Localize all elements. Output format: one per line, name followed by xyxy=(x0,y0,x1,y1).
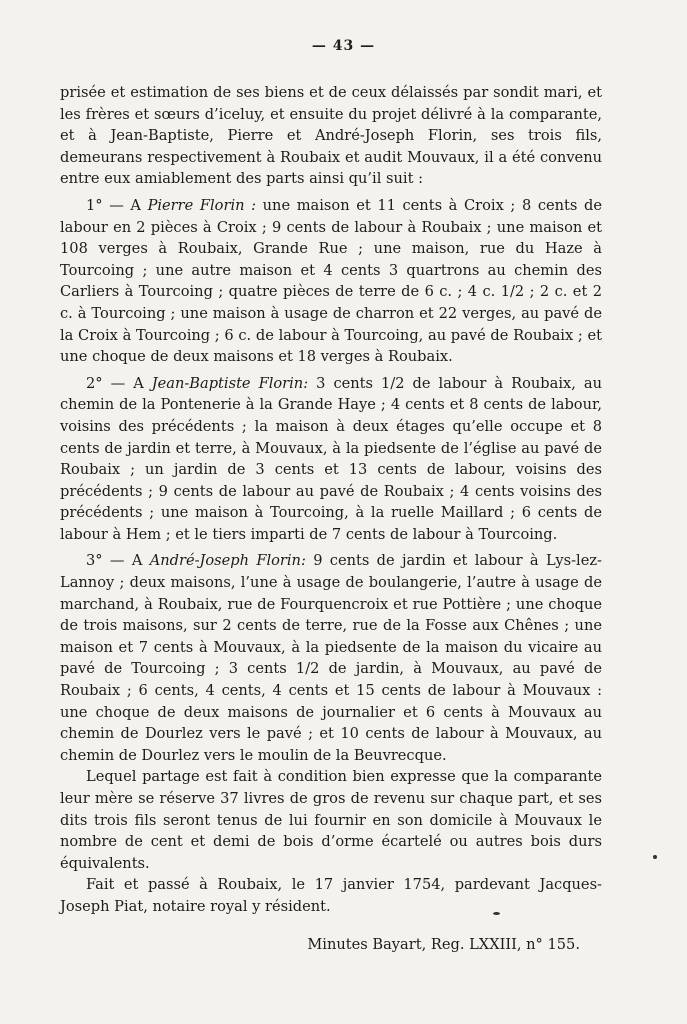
item-label: 1° — A xyxy=(86,196,148,214)
item-text: 9 cents de jardin et labour à Lys-lez-Lannoy ; deux maisons, l’une à usage de boulangerie, l’autre à usage de marchand, à Roubaix, rue de Fourquencroix et rue Pottière ; une choque de trois maisons, sur 2 cents de terre, rue de la Fosse aux Chênes ; une maison et 7 cents à Mouvaux, à la piedsente de la maison du vicaire au pavé de Tourcoing ; 3 cents 1/2 de jardin, à Mouvaux, au pavé de Roubaix ; 6 cents, 4 cents, 4 cents et 15 cents de labour à Mouvaux : une choque de deux maisons de journalier et 6 cents à Mouvaux au chemin de Dourlez vers le pavé ; et 10 cents de labour à Mouvaux, au chemin de Dourlez vers le moulin de la Beuvrecque. xyxy=(60,552,602,764)
document-body xyxy=(60,82,602,918)
partage-paragraph: Lequel partage est fait à condition bien expresse que la comparante leur mère se réserve 37 livres de gros de revenu sur chaque part, et ses dits trois fils seront tenus de lui fournir en son domicile à Mouvaux le nombre de cent et demi de bois d’orme écartelé ou autres bois durs équivalents. xyxy=(60,768,602,872)
intro-paragraph: prisée et estimation de ses biens et de ceux délaissés par sondit mari, et les frères et sœurs d’iceluy, et ensuite du projet délivré à la comparante, et à Jean-Baptiste, Pierre et André-Joseph Florin, ses trois fils, demeurans respectivement à Roubaix et audit Mouvaux, il a été convenu entre eux amiablement des parts ainsi qu’il suit : xyxy=(60,84,602,188)
source-citation: Minutes Bayart, Reg. LXXIII, n° 155. xyxy=(307,936,580,953)
item-paragraph-3 xyxy=(60,550,602,766)
item-text: une maison et 11 cents à Croix ; 8 cents de labour en 2 pièces à Croix ; 9 cents de labour à Roubaix ; une maison et 108 verges à Roubaix, Grande Rue ; une maison, rue du Haze à Tourcoing ; une autre maison et 4 cents 3 quartrons au chemin des Carliers à Tourcoing ; quatre pièces de terre de 6 c. ; 4 c. 1/2 ; 2 c. et 2 c. à Tourcoing ; une maison à usage de charron et 22 verges, au pavé de la Croix à Tourcoing ; 6 c. de labour à Tourcoing, au pavé de Roubaix ; et une choque de deux maisons et 18 verges à Roubaix. xyxy=(60,196,603,366)
ink-speck xyxy=(653,855,657,859)
item-text: 3 cents 1/2 de labour à Roubaix, au chemin de la Pontenerie à la Grande Haye ; 4 cents et 8 cents de labour, voisins des précédents ; la maison à deux étages qu’elle occupe et 8 cents de jardin et terre, à Mouvaux, à la piedsente de l’église au pavé de Roubaix ; un jardin de 3 cents et 13 cents de labour, voisins des précédents ; 9 cents de labour au pavé de Roubaix ; 4 cents voisins des précédents ; une maison à Tourcoing, à la ruelle Maillard ; 6 cents de labour à Hem ; et le tiers imparti de 7 cents de labour à Tourcoing. xyxy=(60,374,602,543)
fait-paragraph: Fait et passé à Roubaix, le 17 janvier 1754, pardevant Jacques-Joseph Piat, notaire royal y résident. xyxy=(60,876,602,915)
heir-name: Pierre Florin : xyxy=(147,196,257,214)
item-label: 3° — A xyxy=(86,552,150,570)
item-paragraph-2 xyxy=(60,373,602,546)
item-label: 2° — A xyxy=(86,374,152,392)
page-number: — 43 — xyxy=(311,38,376,54)
item-paragraph-1 xyxy=(60,195,602,368)
heir-name: Jean-Baptiste Florin: xyxy=(151,374,309,392)
ink-speck xyxy=(493,912,500,915)
heir-name: André-Joseph Florin: xyxy=(149,552,306,570)
